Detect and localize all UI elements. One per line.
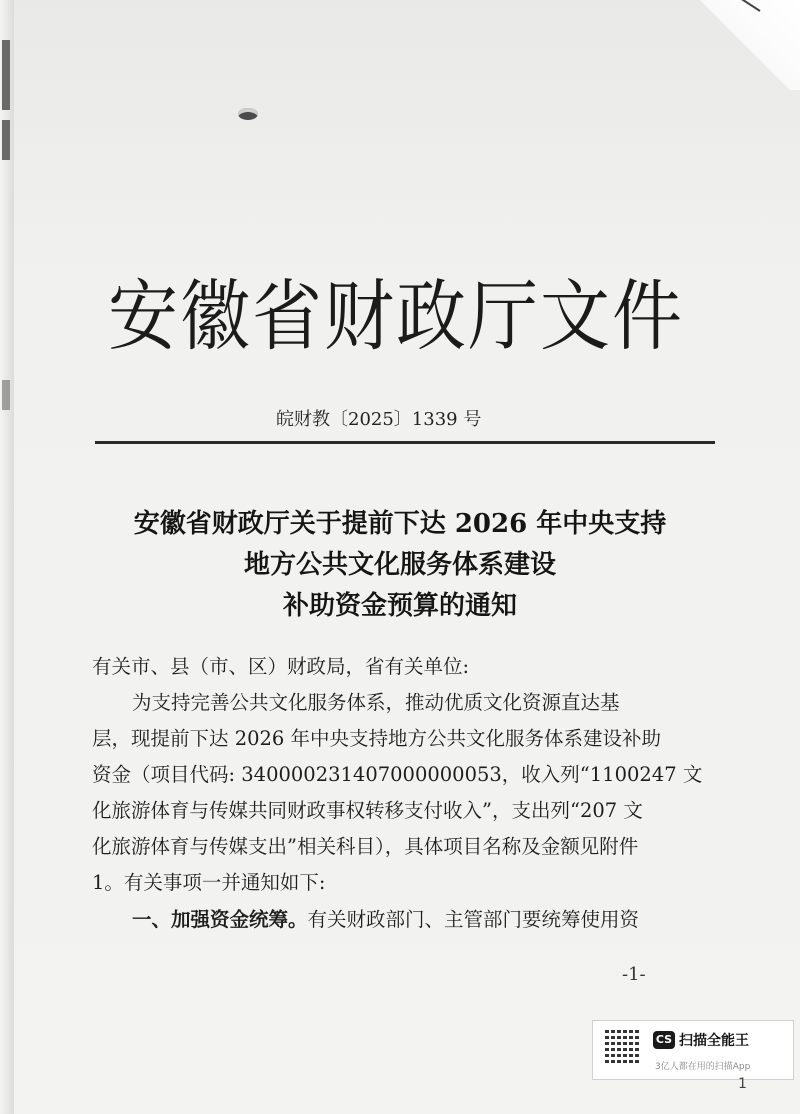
body-paragraph-line: 化旅游体育与传媒支出”相关科目），具体项目名称及金额见附件 [92, 835, 639, 858]
body-paragraph-line: 资金（项目代码: 340000231407000000053，收入列“1100247 文 [92, 763, 703, 786]
document-number: 皖财教〔2025〕1339 号 [276, 409, 482, 430]
notice-title-line-3: 补助资金预算的通知 [282, 591, 517, 621]
page-number: -1- [622, 964, 646, 985]
header-divider [95, 441, 715, 444]
scan-page-number: 1 [738, 1076, 747, 1092]
scanner-watermark [592, 1020, 794, 1080]
section-one-paragraph [132, 904, 639, 932]
salutation: 有关市、县（市、区）财政局，省有关单位: [92, 655, 470, 678]
section-one-text: 有关财政部门、主管部门要统筹使用资 [307, 908, 640, 931]
staple-hole [238, 108, 258, 120]
scanner-app-name: 扫描全能王 [679, 1033, 749, 1049]
edge-mark [2, 120, 10, 160]
folded-page-corner [670, 0, 800, 90]
notice-title-line-2: 地方公共文化服务体系建设 [243, 550, 556, 580]
adjacent-page-edge [0, 0, 14, 1114]
document-header-title: 安徽省财政厅文件 [108, 271, 684, 362]
scanner-app-tagline: 3亿人都在用的扫描App [655, 1062, 751, 1072]
edge-mark [2, 380, 10, 410]
section-one-heading: 一、加强资金统筹。 [132, 908, 308, 931]
body-paragraph-line: 层，现提前下达 2026 年中央支持地方公共文化服务体系建设补助 [92, 727, 662, 750]
camscanner-logo-icon: CS [653, 1031, 675, 1049]
qr-code-icon [605, 1029, 639, 1063]
notice-title-line-1: 安徽省财政厅关于提前下达 2026 年中央支持 [133, 509, 667, 539]
body-paragraph-line: 为支持完善公共文化服务体系，推动优质文化资源直达基 [132, 691, 620, 714]
body-paragraph-line: 化旅游体育与传媒共同财政事权转移支付收入”，支出列“207 文 [92, 799, 643, 822]
body-paragraph-line: 1。有关事项一并通知如下: [92, 871, 326, 894]
edge-mark [2, 40, 10, 110]
